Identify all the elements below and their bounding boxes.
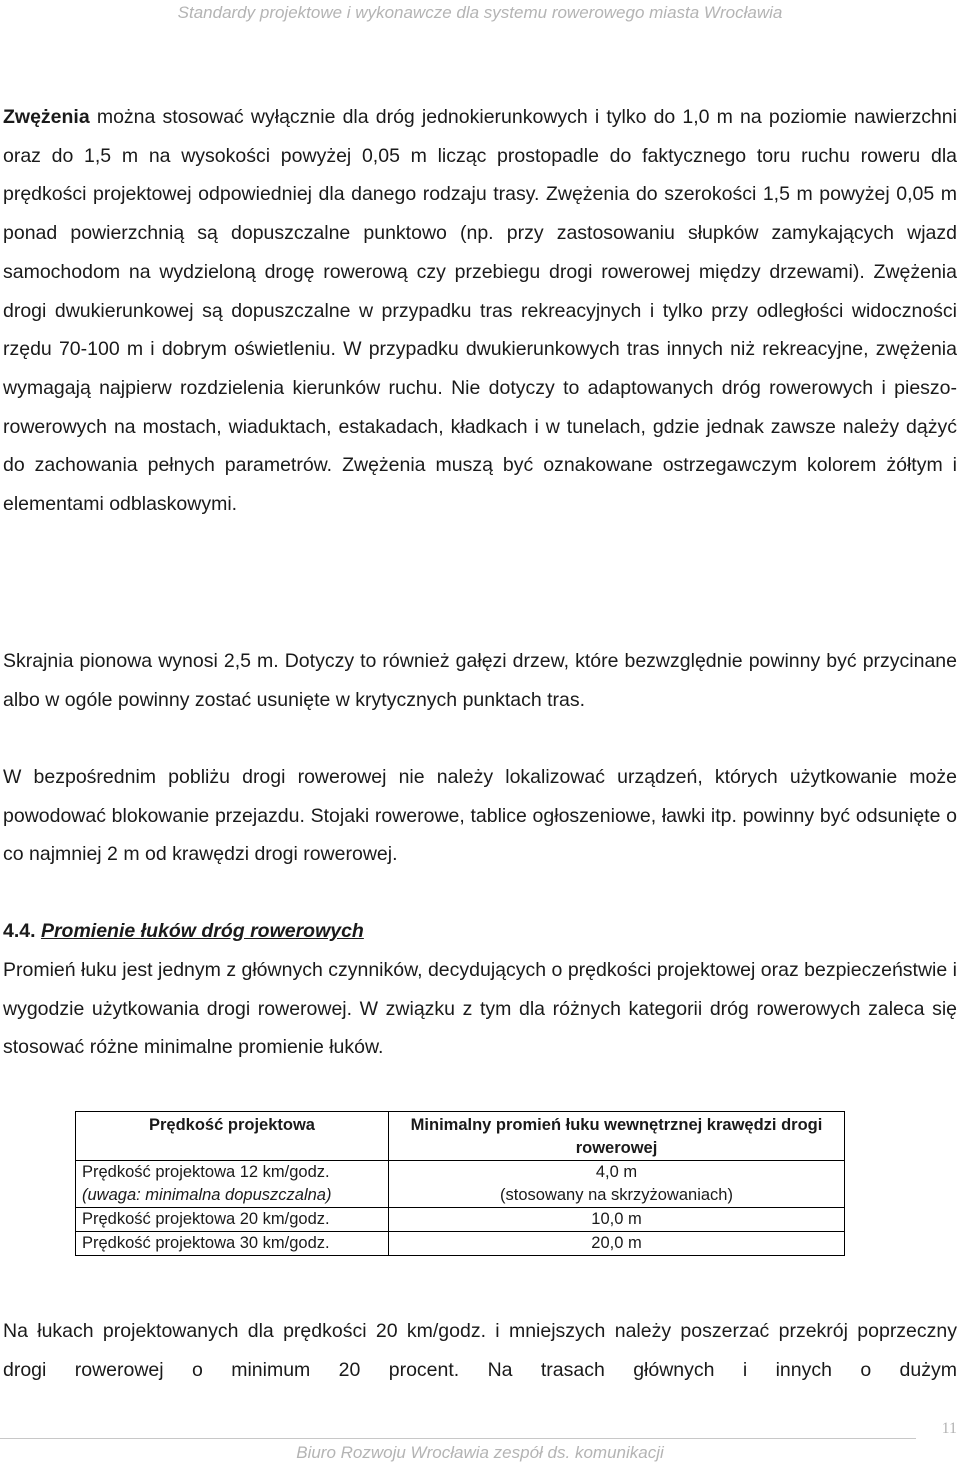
page-number: 11 [941,1420,957,1437]
paragraph-text: można stosować wyłącznie dla dróg jednokierunkowych i tylko do 1,0 m na poziomie nawierzchni oraz do 1,5 m na wysokości powyżej 0,05 m licząc prostopadle do faktycznego toru ruchu roweru dla prędkości projektowej odpowiedniej dla danego rodzaju trasy. Zwężenia do szerokości 1,5 m powyżej 0,05 m ponad powierzchnią są dopuszczalne punktowo (np. przy zastosowaniu słupków zamykających wjazd samochodom na wydzieloną drogę rowerową czy przebiegu drogi rowerowej między drzewami). Zwężenia drogi dwukierunkowej są dopuszczalne w przypadku tras rekreacyjnych i tylko przy odległości widoczności rzędu 70-100 m i dobrym oświetleniu. W przypadku dwukierunkowych tras innych niż rekreacyjne, zwężenia wymagają najpierw rozdzielenia kierunków ruchu. Nie dotyczy to adaptowanych dróg rowerowych i pieszo-rowerowych na mostach, wiaduktach, estakadach, kładkach i w tunelach, gdzie jednak zawsze należy dążyć do zachowania pełnych parametrów. Zwężenia muszą być oznakowane ostrzegawczym kolorem żółtym i elementami odblaskowymi. [3,106,957,516]
table-row [76,1208,845,1232]
table-cell-radius: 20,0 m [389,1232,845,1256]
table-cell-speed: Prędkość projektowa 20 km/godz. [76,1208,389,1232]
paragraph-lead-term: Zwężenia [3,106,90,128]
speed-label: Prędkość projektowa 12 km/godz. [82,1163,330,1181]
radius-note: (stosowany na skrzyżowaniach) [500,1186,733,1204]
table-cell-speed [76,1161,389,1208]
paragraph-narrowings [3,98,957,524]
table-cell-radius: 10,0 m [389,1208,845,1232]
section-number: 4.4. [3,920,36,942]
table-cell-speed: Prędkość projektowa 30 km/godz. [76,1232,389,1256]
table-row [76,1161,845,1208]
paragraph-curve-widening: Na łukach projektowanych dla prędkości 20 km/godz. i mniejszych należy poszerzać przekrój poprzeczny drogi rowerowej o minimum 20 procent. Na trasach głównych i innych o dużym [3,1320,957,1381]
table-header-radius: Minimalny promień łuku wewnętrznej krawędzi drogi rowerowej [389,1112,845,1161]
section-title: Promienie łuków dróg rowerowych [40,920,364,942]
radius-value: 4,0 m [595,1163,638,1181]
table-row [76,1232,845,1256]
paragraph-obstacles: W bezpośrednim pobliżu drogi rowerowej nie należy lokalizować urządzeń, których użytkowanie może powodować blokowanie przejazdu. Stojaki rowerowe, tablice ogłoszeniowe, ławki itp. powinny być odsunięte o co najmniej 2 m od krawędzi drogi rowerowej. [3,766,957,866]
page-footer: Biuro Rozwoju Wrocławia zespół ds. komunikacji [296,1443,664,1462]
table-header-row [76,1112,845,1161]
paragraph-vertical-clearance: Skrajnia pionowa wynosi 2,5 m. Dotyczy to również gałęzi drzew, które bezwzględnie powinny być przycinane albo w ogóle powinny zostać usunięte w krytycznych punktach tras. [3,650,957,711]
paragraph-curve-radius: Promień łuku jest jednym z głównych czynników, decydujących o prędkości projektowej oraz bezpieczeństwie i wygodzie użytkowania drogi rowerowej. W związku z tym dla różnych kategorii dróg rowerowych zaleca się stosować różne minimalne promienie łuków. [3,959,957,1059]
speed-note: (uwaga: minimalna dopuszczalna) [82,1186,332,1204]
table-cell-radius [389,1161,845,1208]
footer-divider [0,1438,916,1439]
radius-table [75,1111,845,1256]
section-heading [3,917,364,945]
table-header-speed: Prędkość projektowa [76,1112,389,1161]
page-header: Standardy projektowe i wykonawcze dla systemu rowerowego miasta Wrocławia [177,3,783,22]
